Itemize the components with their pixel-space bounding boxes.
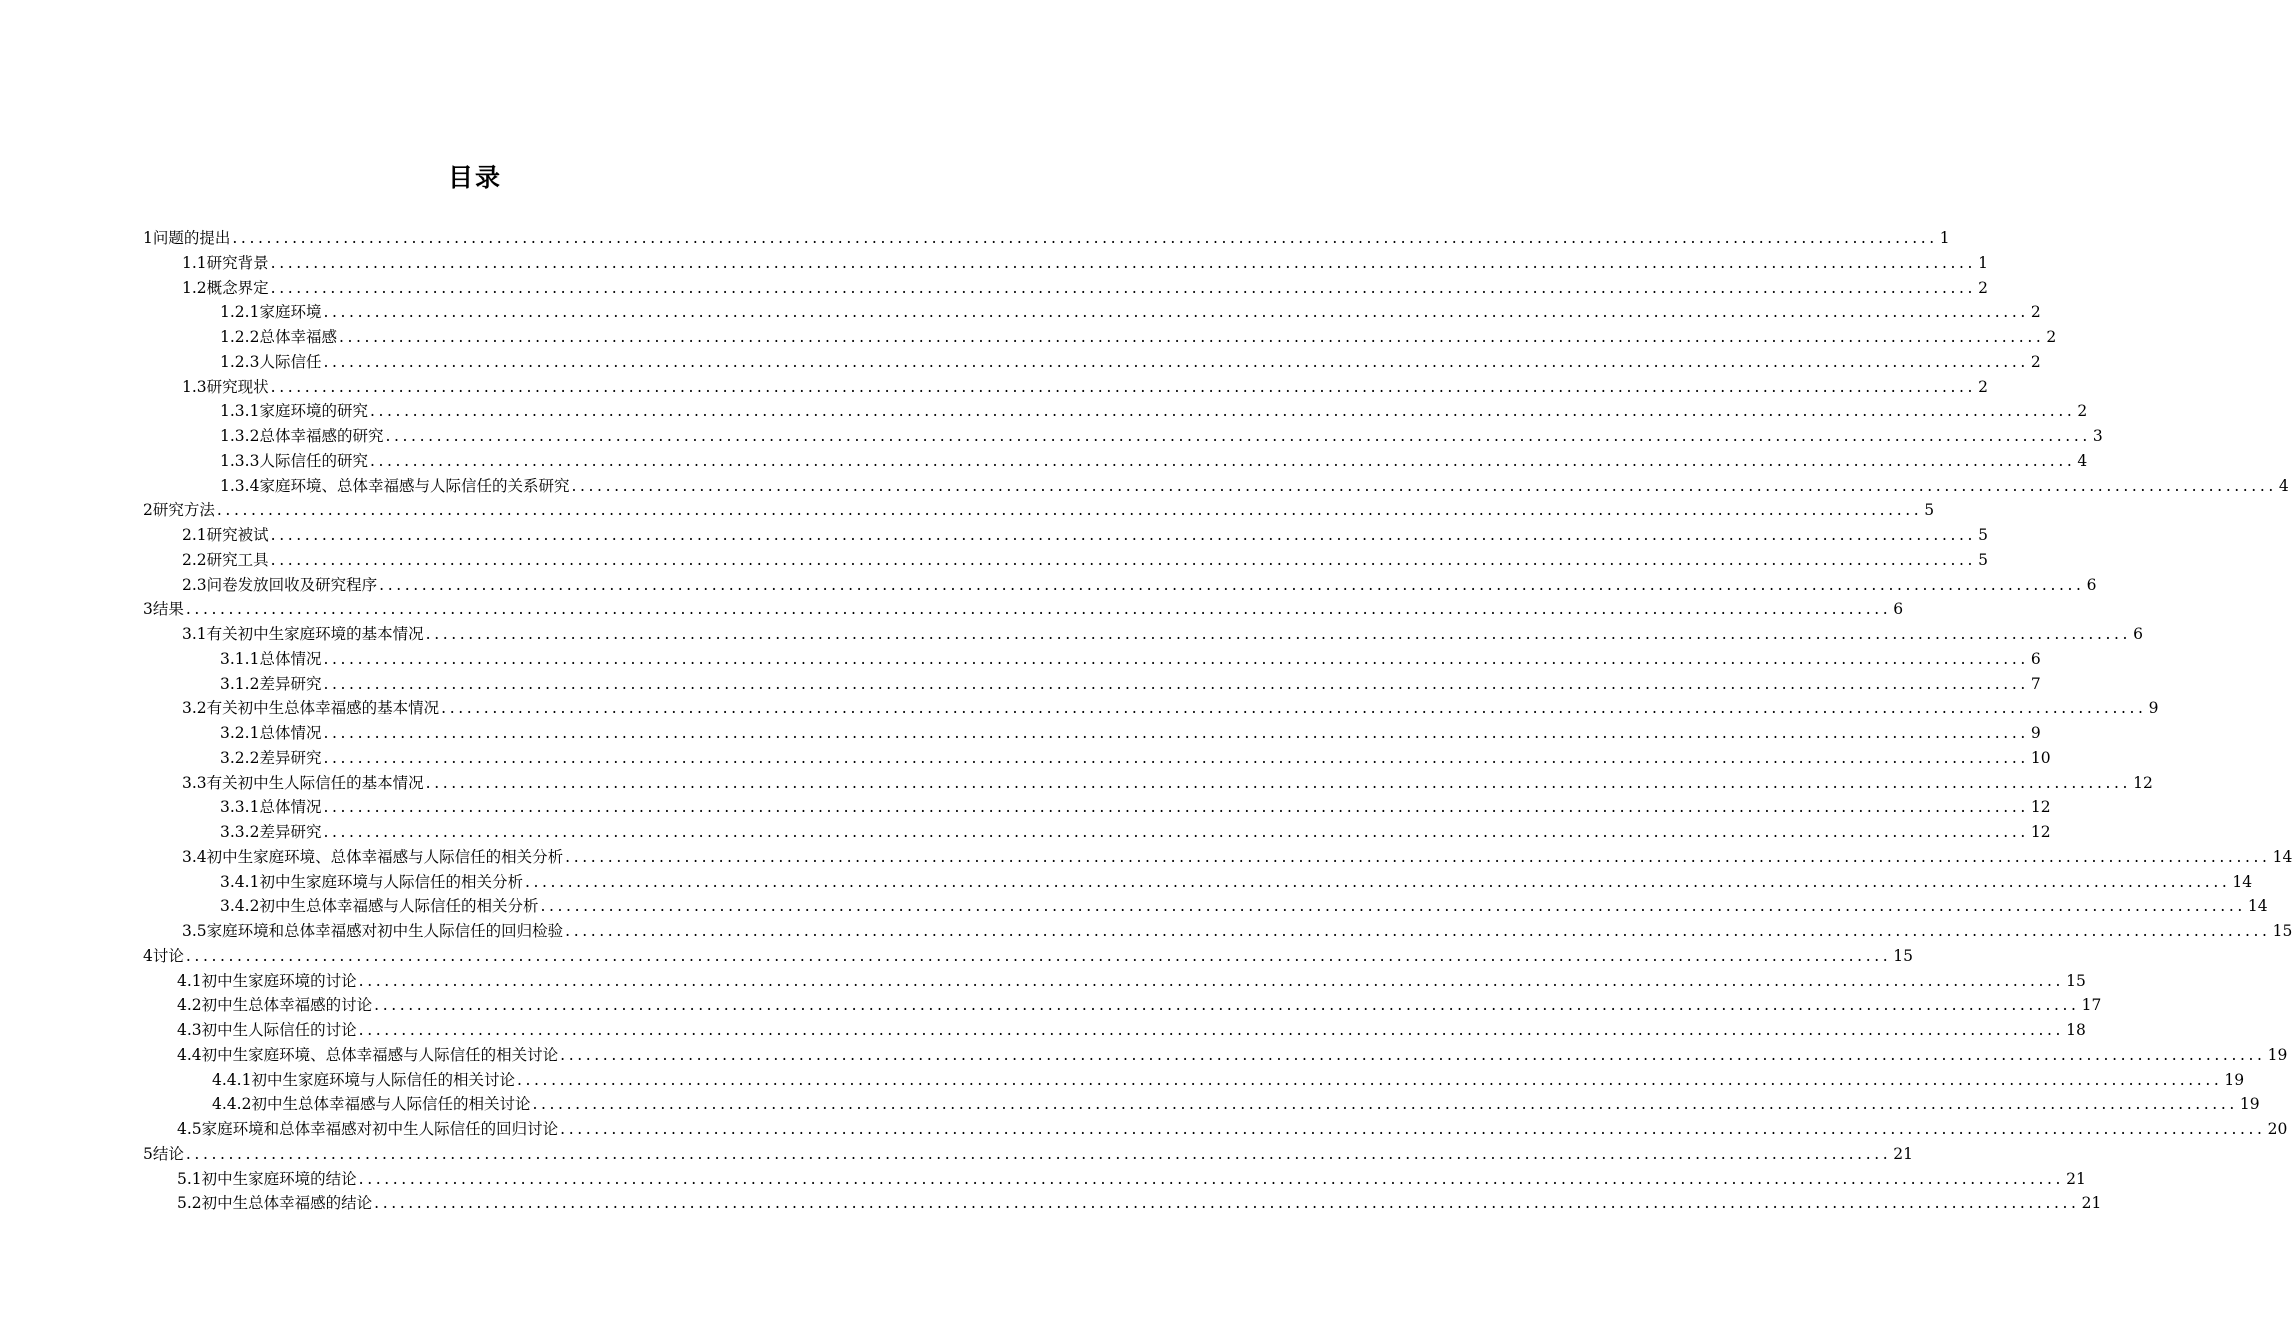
- toc-entry-title: 初中生总体幸福感的讨论: [201, 996, 373, 1015]
- toc-dot-leader: ........................................................................................................................................................................................................: [425, 773, 2132, 792]
- toc-entry-number: 1.2: [182, 278, 207, 297]
- toc-entry-page: 12: [2133, 773, 2153, 792]
- toc-entry-page: 10: [2030, 748, 2051, 767]
- toc-entry-title: 总体幸福感: [259, 328, 337, 346]
- toc-entry-number: 3.1: [182, 625, 207, 643]
- toc-entry-page: 15: [2272, 922, 2292, 940]
- toc-entry[interactable]: [177, 969, 2086, 993]
- toc-entry-title: 有关初中生人际信任的基本情况: [206, 773, 424, 792]
- toc-entry-number: 1.2.3: [220, 352, 260, 371]
- toc-entry-title: 人际信任的研究: [259, 451, 368, 470]
- toc-entry[interactable]: [182, 622, 2143, 646]
- toc-entry-title: 差异研究: [259, 674, 322, 693]
- toc-entry-title: 概念界定: [206, 278, 269, 297]
- toc-entry-page: 2: [2030, 303, 2041, 322]
- toc-entry-number: 3: [143, 600, 153, 619]
- toc-entry[interactable]: [182, 771, 2153, 795]
- toc-entry-title: 初中生总体幸福感与人际信任的相关分析: [259, 897, 539, 916]
- toc-entry-title: 有关初中生总体幸福感的基本情况: [206, 699, 440, 718]
- toc-entry[interactable]: [220, 746, 2051, 770]
- toc-entry[interactable]: [220, 399, 2088, 423]
- toc-entry-page: 17: [2081, 996, 2102, 1015]
- toc-dot-leader: ........................................................................................................................................................................................................: [216, 501, 1923, 520]
- toc-entry-page: 9: [2030, 724, 2041, 742]
- toc-dot-leader: ........................................................................................................................................................................................................: [323, 724, 2029, 742]
- toc-entry-title: 家庭环境、总体幸福感与人际信任的关系研究: [259, 476, 570, 495]
- toc-entry-page: 18: [2066, 1021, 2086, 1039]
- toc-entry-page: 7: [2030, 674, 2041, 693]
- toc-entry-number: 3.1.1: [220, 649, 260, 668]
- toc-dot-leader: ........................................................................................................................................................................................................: [323, 823, 2029, 841]
- toc-entry-title: 总体情况: [259, 649, 322, 668]
- toc-entry[interactable]: [220, 647, 2041, 671]
- toc-dot-leader: ........................................................................................................................................................................................................: [516, 1070, 2223, 1089]
- toc-entry[interactable]: [220, 325, 2057, 349]
- toc-dot-leader: ........................................................................................................................................................................................................: [185, 600, 1892, 619]
- toc-entry-number: 3.2.1: [220, 724, 260, 742]
- toc-entry-page: 21: [1893, 1144, 1914, 1163]
- toc-entry[interactable]: [212, 1092, 2260, 1116]
- toc-entry-page: 14: [2272, 847, 2292, 866]
- toc-entry-title: 初中生家庭环境与人际信任的相关分析: [259, 872, 523, 891]
- toc-entry[interactable]: [220, 474, 2289, 498]
- toc-entry[interactable]: [182, 523, 1988, 547]
- toc-dot-leader: ........................................................................................................................................................................................................: [560, 1045, 2266, 1064]
- toc-entry-title: 结论: [152, 1144, 184, 1163]
- toc-entry-number: 1.2.2: [220, 328, 260, 346]
- toc-entry-number: 1.3.4: [220, 476, 260, 495]
- toc-dot-leader: ........................................................................................................................................................................................................: [540, 897, 2246, 916]
- toc-entry-page: 6: [2086, 575, 2097, 594]
- toc-entry-number: 3.2.2: [220, 748, 260, 767]
- toc-entry-page: 3: [2092, 427, 2103, 445]
- toc-entry-title: 人际信任: [259, 352, 322, 371]
- toc-entry-title: 初中生总体幸福感与人际信任的相关讨论: [251, 1095, 531, 1114]
- toc-entry-number: 4.1: [177, 971, 202, 990]
- toc-entry-number: 3.4.1: [220, 872, 260, 891]
- toc-dot-leader: ........................................................................................................................................................................................................: [379, 575, 2085, 594]
- toc-entry-number: 2.2: [182, 550, 207, 569]
- toc-entry-number: 2: [143, 501, 153, 520]
- toc-entry-title: 有关初中生家庭环境的基本情况: [206, 625, 424, 643]
- toc-entry-page: 19: [2239, 1095, 2260, 1114]
- toc-dot-leader: ........................................................................................................................................................................................................: [358, 971, 2065, 990]
- toc-dot-leader: ........................................................................................................................................................................................................: [374, 1194, 2080, 1213]
- toc-dot-leader: ........................................................................................................................................................................................................: [385, 427, 2091, 445]
- toc-entry[interactable]: [220, 870, 2253, 894]
- toc-entry[interactable]: [182, 919, 2292, 943]
- toc-dot-leader: ........................................................................................................................................................................................................: [323, 649, 2029, 668]
- toc-entry-page: 21: [2066, 1169, 2086, 1188]
- toc-entry-number: 1.3.3: [220, 451, 260, 470]
- toc-entry-number: 3.3.2: [220, 823, 260, 841]
- toc-entry-number: 1.3.2: [220, 427, 260, 445]
- toc-entry-number: 4.4.2: [212, 1095, 252, 1114]
- toc-entry-title: 初中生总体幸福感的结论: [201, 1194, 373, 1213]
- toc-entry-title: 结果: [152, 600, 184, 619]
- toc-entry-number: 1.2.1: [220, 303, 260, 322]
- toc-entry[interactable]: [182, 573, 2097, 597]
- toc-entry-title: 初中生家庭环境的结论: [201, 1169, 357, 1188]
- toc-entry-title: 总体幸福感的研究: [259, 427, 384, 445]
- toc-entry[interactable]: [143, 597, 1904, 621]
- toc-dot-leader: ........................................................................................................................................................................................................: [323, 303, 2029, 322]
- toc-entry-number: 3.1.2: [220, 674, 260, 693]
- toc-dot-leader: ........................................................................................................................................................................................................: [270, 550, 1977, 569]
- toc-entry[interactable]: [177, 1018, 2086, 1042]
- toc-entry-title: 初中生家庭环境、总体幸福感与人际信任的相关分析: [206, 847, 564, 866]
- toc-entry[interactable]: [143, 944, 1914, 968]
- toc-entry-page: 1: [1939, 229, 1950, 247]
- toc-entry-page: 6: [1893, 600, 1904, 619]
- toc-entry-number: 3.3: [182, 773, 207, 792]
- toc-entry-title: 问卷发放回收及研究程序: [206, 575, 378, 594]
- toc-entry[interactable]: [220, 721, 2041, 745]
- toc-dot-leader: ........................................................................................................................................................................................................: [323, 748, 2029, 767]
- toc-entry-title: 讨论: [152, 946, 184, 965]
- toc-dot-leader: ........................................................................................................................................................................................................: [560, 1120, 2266, 1138]
- toc-dot-leader: ........................................................................................................................................................................................................: [270, 377, 1977, 396]
- toc-entry-title: 差异研究: [259, 748, 322, 767]
- page-title: 目录: [447, 163, 502, 192]
- toc-entry-number: 3.5: [182, 922, 207, 940]
- toc-entry[interactable]: [177, 1167, 2086, 1191]
- toc-dot-leader: ........................................................................................................................................................................................................: [270, 526, 1977, 544]
- toc-entry-title: 初中生家庭环境、总体幸福感与人际信任的相关讨论: [201, 1045, 559, 1064]
- toc-entry-page: 6: [2030, 649, 2041, 668]
- toc-dot-leader: ........................................................................................................................................................................................................: [565, 922, 2271, 940]
- toc-entry-number: 4.4.1: [212, 1070, 252, 1089]
- toc-dot-leader: ........................................................................................................................................................................................................: [323, 352, 2029, 371]
- toc-entry-page: 20: [2267, 1120, 2288, 1138]
- toc-dot-leader: ........................................................................................................................................................................................................: [232, 229, 1938, 247]
- toc-entry-page: 4: [2278, 476, 2289, 495]
- toc-entry[interactable]: [143, 226, 1950, 250]
- toc-entry[interactable]: [220, 449, 2088, 473]
- toc-entry-page: 2: [2046, 328, 2057, 346]
- toc-entry-title: 家庭环境: [259, 303, 322, 322]
- toc-entry[interactable]: [182, 276, 1988, 300]
- toc-dot-leader: ........................................................................................................................................................................................................: [185, 946, 1892, 965]
- toc-entry-title: 研究现状: [206, 377, 269, 396]
- toc-dot-leader: ........................................................................................................................................................................................................: [358, 1021, 2065, 1039]
- toc-dot-leader: ........................................................................................................................................................................................................: [185, 1144, 1892, 1163]
- toc-entry-page: 2: [1978, 377, 1988, 396]
- toc-dot-leader: ........................................................................................................................................................................................................: [425, 625, 2132, 643]
- toc-entry-number: 5: [143, 1144, 153, 1163]
- toc-entry-number: 4: [143, 946, 153, 965]
- toc-dot-leader: ........................................................................................................................................................................................................: [441, 699, 2147, 718]
- toc-entry-number: 4.5: [177, 1120, 202, 1138]
- toc-entry-number: 4.2: [177, 996, 202, 1015]
- toc-dot-leader: ........................................................................................................................................................................................................: [358, 1169, 2065, 1188]
- toc-entry-page: 5: [1924, 501, 1935, 520]
- toc-entry-page: 9: [2148, 699, 2159, 718]
- toc-entry-page: 14: [2232, 872, 2253, 891]
- toc-entry-title: 初中生家庭环境的讨论: [201, 971, 357, 990]
- toc-entry[interactable]: [143, 498, 1935, 522]
- toc-entry-number: 3.3.1: [220, 798, 260, 817]
- toc-entry-title: 家庭环境的研究: [259, 402, 368, 421]
- toc-dot-leader: ........................................................................................................................................................................................................: [323, 798, 2029, 817]
- toc-entry-title: 总体情况: [259, 724, 322, 742]
- toc-entry[interactable]: [220, 820, 2051, 844]
- toc-dot-leader: ........................................................................................................................................................................................................: [524, 872, 2231, 891]
- toc-entry-page: 4: [2077, 451, 2088, 470]
- toc-entry-page: 19: [2267, 1045, 2288, 1064]
- toc-entry-page: 1: [1978, 253, 1988, 272]
- toc-dot-leader: ........................................................................................................................................................................................................: [270, 253, 1977, 272]
- toc-entry[interactable]: [220, 350, 2041, 374]
- toc-entry-title: 研究被试: [206, 526, 269, 544]
- toc-entry[interactable]: [220, 300, 2041, 324]
- toc-dot-leader: ........................................................................................................................................................................................................: [369, 402, 2076, 421]
- toc-entry-page: 5: [1978, 526, 1988, 544]
- toc-dot-leader: ........................................................................................................................................................................................................: [323, 674, 2029, 693]
- toc-entry-title: 家庭环境和总体幸福感对初中生人际信任的回归检验: [206, 922, 564, 940]
- toc-entry[interactable]: [212, 1068, 2245, 1092]
- toc-entry-title: 研究背景: [206, 253, 269, 272]
- toc-dot-leader: ........................................................................................................................................................................................................: [369, 451, 2076, 470]
- toc-entry[interactable]: [220, 424, 2103, 448]
- toc-entry-number: 3.4: [182, 847, 207, 866]
- toc-entry[interactable]: [220, 894, 2268, 918]
- toc-entry-number: 4.4: [177, 1045, 202, 1064]
- toc-entry-title: 初中生家庭环境与人际信任的相关讨论: [251, 1070, 515, 1089]
- toc-entry[interactable]: [177, 1043, 2288, 1067]
- toc-entry-number: 3.2: [182, 699, 207, 718]
- toc-entry-page: 5: [1978, 550, 1988, 569]
- toc-dot-leader: ........................................................................................................................................................................................................: [374, 996, 2080, 1015]
- toc-entry-number: 1.3.1: [220, 402, 260, 421]
- toc-entry[interactable]: [182, 696, 2159, 720]
- toc-entry-page: 2: [2077, 402, 2088, 421]
- toc-entry[interactable]: [177, 1117, 2288, 1141]
- toc-entry-number: 1.3: [182, 377, 207, 396]
- toc-entry-title: 研究工具: [206, 550, 269, 569]
- toc-entry-title: 总体情况: [259, 798, 322, 817]
- toc-entry[interactable]: [182, 845, 2292, 869]
- toc-entry[interactable]: [182, 548, 1988, 572]
- toc-entry-number: 4.3: [177, 1021, 202, 1039]
- toc-entry-number: 1.1: [182, 253, 207, 272]
- toc-entry[interactable]: [182, 375, 1988, 399]
- toc-entry[interactable]: [220, 795, 2051, 819]
- toc-dot-leader: ........................................................................................................................................................................................................: [270, 278, 1977, 297]
- toc-entry-title: 问题的提出: [152, 229, 231, 247]
- toc-entry-title: 差异研究: [259, 823, 322, 841]
- toc-entry-page: 2: [2030, 352, 2041, 371]
- toc-dot-leader: ........................................................................................................................................................................................................: [565, 847, 2271, 866]
- toc-entry-number: 1: [143, 229, 153, 247]
- toc-entry-title: 家庭环境和总体幸福感对初中生人际信任的回归讨论: [201, 1120, 559, 1138]
- toc-entry-title: 初中生人际信任的讨论: [201, 1021, 357, 1039]
- toc-entry-page: 6: [2133, 625, 2143, 643]
- toc-entry[interactable]: [182, 251, 1988, 275]
- toc-dot-leader: ........................................................................................................................................................................................................: [571, 476, 2277, 495]
- toc-entry-number: 5.1: [177, 1169, 202, 1188]
- toc-entry-page: 21: [2081, 1194, 2102, 1213]
- toc-entry-page: 15: [1893, 946, 1914, 965]
- toc-dot-leader: ........................................................................................................................................................................................................: [338, 328, 2045, 346]
- toc-entry-number: 2.3: [182, 575, 207, 594]
- toc-entry-number: 3.4.2: [220, 897, 260, 916]
- toc-entry[interactable]: [143, 1142, 1914, 1166]
- toc-entry-page: 19: [2224, 1070, 2245, 1089]
- toc-dot-leader: ........................................................................................................................................................................................................: [532, 1095, 2238, 1114]
- toc-entry-number: 5.2: [177, 1194, 202, 1213]
- toc-entry-page: 14: [2247, 897, 2268, 916]
- toc-entry-title: 研究方法: [152, 501, 215, 520]
- toc-entry-page: 15: [2066, 971, 2086, 990]
- toc-entry-page: 12: [2030, 798, 2051, 817]
- toc-entry[interactable]: [177, 1191, 2102, 1215]
- toc-entry-page: 2: [1978, 278, 1988, 297]
- toc-entry-page: 12: [2030, 823, 2051, 841]
- toc-entry[interactable]: [177, 993, 2102, 1017]
- toc-entry[interactable]: [220, 672, 2041, 696]
- toc-entry-number: 2.1: [182, 526, 207, 544]
